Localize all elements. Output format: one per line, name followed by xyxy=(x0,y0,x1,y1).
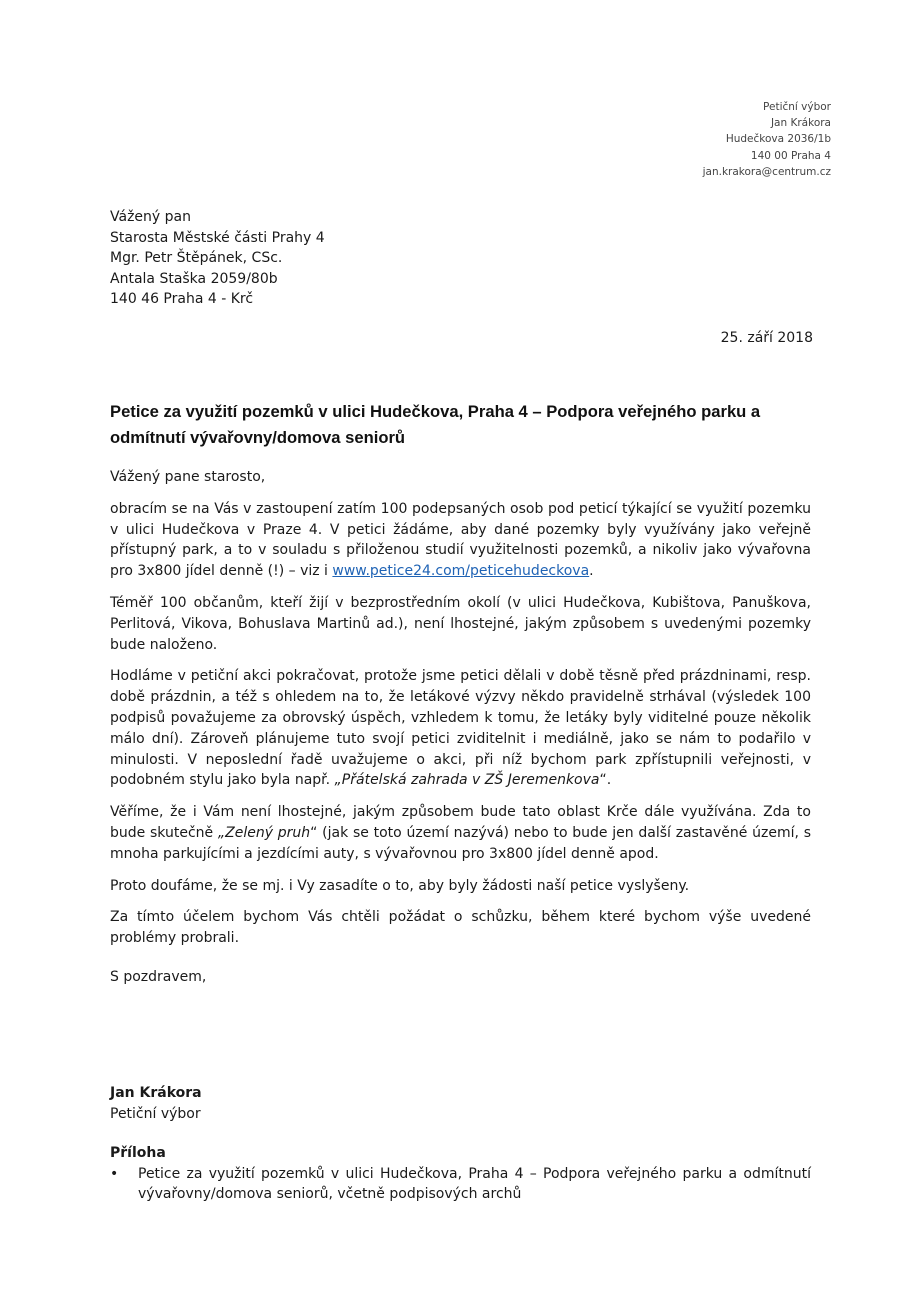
recipient-name: Mgr. Petr Štěpánek, CSc. xyxy=(110,250,283,267)
recipient-salutation: Vážený pan xyxy=(110,209,191,225)
paragraph-4-emphasis: „Zelený pruh xyxy=(217,824,311,841)
attachment-item-text: Petice za využití pozemků v ulici Hudečkova, Praha 4 – Podpora veřejného parku a odmítnutí vývařovny/domova seniorů, včetně podpisových archů xyxy=(138,1165,811,1203)
paragraph-1-end: . xyxy=(589,563,594,580)
paragraph-3-emphasis: „Přátelská zahrada v ZŠ Jeremenkova xyxy=(334,772,600,789)
sender-email: jan.krakora@centrum.cz xyxy=(702,165,831,178)
recipient-address-block xyxy=(110,207,325,310)
paragraph-5: Proto doufáme, že se mj. i Vy zasadíte o to, aby byly žádosti naší petice vyslyšeny. xyxy=(110,877,690,894)
paragraph-6: Za tímto účelem bychom Vás chtěli požádat o schůzku, během které bychom výše uvedené problémy probrali. xyxy=(110,909,811,947)
letter-title: Petice za využití pozemků v ulici Hudečkova, Praha 4 – Podpora veřejného parku a odmítnutí vývařovny/domova seniorů xyxy=(110,402,761,447)
attachment-list xyxy=(110,1164,811,1205)
attachment-heading: Příloha xyxy=(110,1145,166,1161)
recipient-street: Antala Staška 2059/80b xyxy=(110,270,278,287)
recipient-office: Starosta Městské části Prahy 4 xyxy=(110,229,325,246)
greeting: Vážený pane starosto, xyxy=(110,469,266,485)
attachment-section xyxy=(110,1143,811,1205)
attachment-item xyxy=(110,1164,811,1205)
recipient-city: 140 46 Praha 4 - Krč xyxy=(110,291,254,308)
signature-name: Jan Krákora xyxy=(110,1085,202,1101)
paragraph-4 xyxy=(110,802,811,864)
paragraph-4-end: “ (jak se toto území nazývá) nebo to bude jen další zastavěné území, s mnoha parkujícími a jezdícími auty, s vývařovnou pro 3x800 jídel denně apod. xyxy=(110,824,811,862)
paragraph-1-text: obracím se na Vás v zastoupení zatím 100 podepsaných osob pod peticí týkající se využití pozemku v ulici Hudečkova v Praze 4. V petici žádáme, aby dané pozemky byly využívány jako veřejně přístupný park, a to v souladu s přiloženou studií využitelnosti pozemků, a nikoliv jako vývařovna pro 3x800 jídel denně (!) – viz i xyxy=(110,500,811,580)
sender-street: Hudečkova 2036/1b xyxy=(725,133,831,146)
sender-committee: Petiční výbor xyxy=(763,101,831,113)
signature-role: Petiční výbor xyxy=(110,1105,201,1122)
sender-address-block xyxy=(703,99,831,180)
paragraph-3-text: Hodláme v petiční akci pokračovat, protože jsme petici dělali v době těsně před prázdninami, resp. době prázdnin, a též s ohledem na to, že letákové výzvy někdo pravidelně strhával (výsledek 100 podpisů považujeme za obrovský úspěch, vzhledem k tomu, že letáky byly viditelné pouze několik málo dní). Zároveň plánujeme tuto svojí petici zviditelnit i mediálně, jako se nám to podařilo v minulosti. V neposlední řadě uvažujeme o akci, při níž bychom park zpřístupnili veřejnosti, v podobném stylu jako byla např. xyxy=(110,668,811,789)
paragraph-4-start: Věříme, že i Vám není lhostejné, jakým způsobem bude tato oblast Krče dále využívána. Zda to bude skutečně xyxy=(110,804,811,841)
sender-city: 140 00 Praha 4 xyxy=(750,149,831,162)
paragraph-3 xyxy=(110,666,811,791)
letter-body xyxy=(110,467,811,960)
bullet-icon: • xyxy=(110,1165,119,1182)
paragraph-2: Téměř 100 občanům, kteří žijí v bezprostředním okolí (v ulici Hudečkova, Kubištova, Panuškova, Perlitová, Vikova, Bohuslava Martinů ad.), není lhostejné, jakým způsobem s uvedenými pozemky bude naloženo. xyxy=(110,594,811,653)
letter-date: 25. září 2018 xyxy=(720,330,813,346)
sender-name: Jan Krákora xyxy=(770,117,831,130)
paragraph-3-end: “. xyxy=(599,772,612,789)
closing: S pozdravem, xyxy=(110,969,207,985)
signature-block xyxy=(110,1083,202,1124)
petition-link[interactable]: www.petice24.com/peticehudeckova xyxy=(332,563,590,580)
paragraph-1 xyxy=(110,499,811,582)
